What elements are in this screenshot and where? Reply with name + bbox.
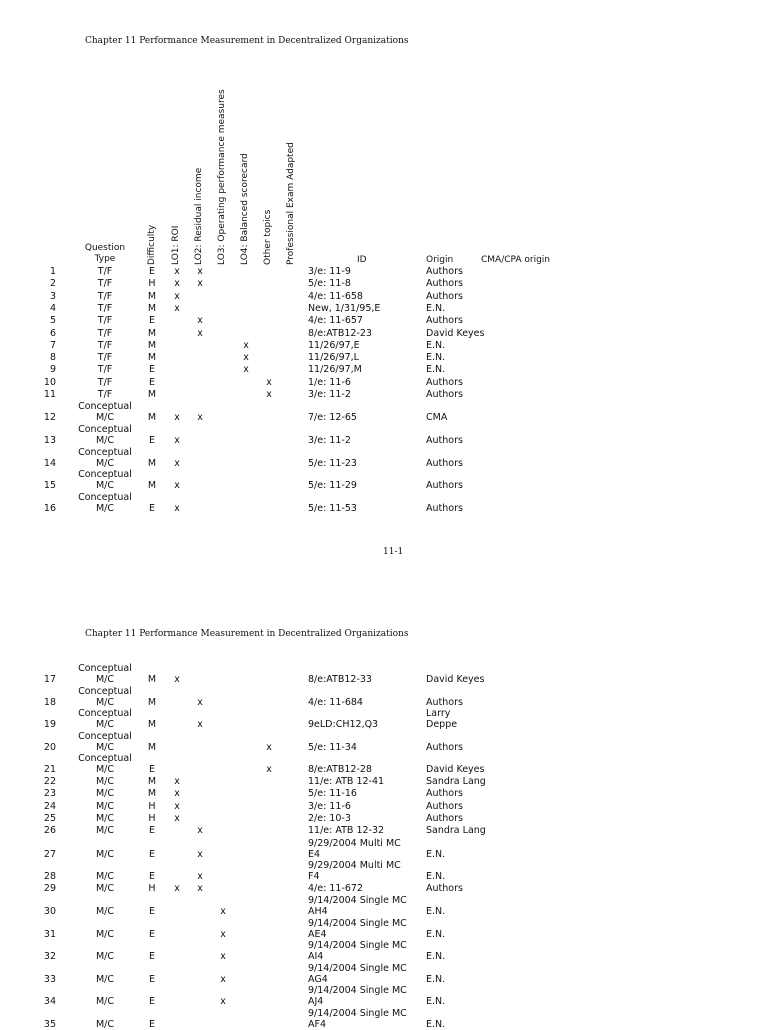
question-number: 28 bbox=[43, 871, 56, 883]
origin: Authors bbox=[426, 290, 463, 302]
header-cma: CMA/CPA origin bbox=[481, 255, 551, 265]
learning-objective-mark: x bbox=[197, 266, 203, 277]
question-number: 32 bbox=[43, 951, 56, 963]
question-number: 7 bbox=[49, 339, 56, 351]
question-id: 4/e: 11-657 bbox=[308, 315, 363, 327]
origin: E.N. bbox=[426, 339, 446, 351]
learning-objective-mark: x bbox=[220, 951, 226, 963]
question-number: 26 bbox=[43, 825, 56, 837]
learning-objective-mark: x bbox=[243, 339, 249, 351]
difficulty: E bbox=[148, 973, 155, 985]
learning-objective-mark: x bbox=[174, 290, 180, 302]
question-number: 3 bbox=[49, 290, 56, 302]
origin: E.N. bbox=[426, 364, 446, 376]
header-id: ID bbox=[357, 255, 367, 265]
question-type-prefix: Conceptual bbox=[78, 446, 132, 458]
difficulty: E bbox=[148, 951, 155, 963]
origin: David Keyes bbox=[426, 327, 485, 339]
question-id: AF4 bbox=[308, 1019, 327, 1030]
question-type: M/C bbox=[95, 848, 115, 860]
question-number: 27 bbox=[43, 848, 56, 860]
question-number: 4 bbox=[49, 302, 56, 314]
question-type: M/C bbox=[95, 871, 115, 883]
origin: Authors bbox=[426, 882, 463, 894]
difficulty: M bbox=[147, 352, 157, 364]
origin: E.N. bbox=[426, 996, 446, 1008]
header-lo3: LO3: Operating performance measures bbox=[217, 89, 227, 265]
question-type-prefix: Conceptual bbox=[78, 491, 132, 503]
header-lo4: LO4: Balanced scorecard bbox=[240, 153, 250, 265]
question-number: 14 bbox=[43, 457, 56, 469]
question-id-prefix: 9/14/2004 Single MC bbox=[308, 1008, 407, 1019]
question-type: M/C bbox=[95, 812, 115, 824]
question-type-prefix: Conceptual bbox=[78, 685, 132, 697]
question-number: 35 bbox=[43, 1019, 56, 1030]
question-type: M/C bbox=[95, 696, 115, 708]
origin-prefix: Larry bbox=[426, 708, 451, 720]
learning-objective-mark: x bbox=[220, 928, 226, 940]
learning-objective-mark: x bbox=[197, 315, 203, 327]
question-type-prefix: Conceptual bbox=[78, 753, 132, 765]
difficulty: M bbox=[147, 339, 157, 351]
question-number: 30 bbox=[43, 906, 56, 917]
question-type: M/C bbox=[95, 674, 115, 685]
learning-objective-mark: x bbox=[266, 389, 272, 400]
header-difficulty: Difficulty bbox=[147, 224, 157, 265]
question-type: M/C bbox=[95, 502, 115, 514]
question-number: 2 bbox=[49, 278, 56, 290]
question-type-prefix: Conceptual bbox=[78, 469, 132, 481]
origin: CMA bbox=[426, 412, 448, 424]
question-id: AE4 bbox=[308, 928, 327, 940]
question-number: 9 bbox=[49, 364, 56, 376]
difficulty: H bbox=[148, 800, 156, 812]
question-id-prefix: 9/14/2004 Single MC bbox=[308, 940, 407, 952]
origin: Authors bbox=[426, 315, 463, 327]
question-id: AJ4 bbox=[308, 996, 324, 1008]
question-type: T/F bbox=[97, 327, 113, 339]
question-number: 20 bbox=[43, 741, 56, 753]
question-type: M/C bbox=[95, 973, 115, 985]
header-origin: Origin bbox=[426, 255, 454, 265]
origin: E.N. bbox=[426, 951, 446, 963]
origin: Authors bbox=[426, 696, 463, 708]
difficulty: E bbox=[148, 502, 155, 514]
question-type: M/C bbox=[95, 764, 115, 776]
question-id: 11/26/97,M bbox=[308, 364, 362, 376]
difficulty: M bbox=[147, 302, 157, 314]
question-type: M/C bbox=[95, 719, 115, 731]
question-id: AG4 bbox=[308, 973, 328, 985]
learning-objective-mark: x bbox=[174, 800, 180, 812]
question-id: 5/e: 11-34 bbox=[308, 741, 357, 753]
learning-objective-mark: x bbox=[174, 812, 180, 824]
origin: Authors bbox=[426, 266, 463, 277]
question-type: M/C bbox=[95, 882, 115, 894]
difficulty: E bbox=[148, 376, 155, 388]
question-id: 3/e: 11-6 bbox=[308, 800, 351, 812]
question-number: 21 bbox=[43, 764, 56, 776]
difficulty: E bbox=[148, 825, 155, 837]
difficulty: H bbox=[148, 812, 156, 824]
question-id: 5/e: 11-53 bbox=[308, 502, 357, 514]
difficulty: E bbox=[148, 434, 155, 446]
origin: David Keyes bbox=[426, 764, 485, 776]
difficulty: E bbox=[148, 848, 155, 860]
question-number: 29 bbox=[43, 882, 56, 894]
origin: E.N. bbox=[426, 973, 446, 985]
question-number: 6 bbox=[49, 327, 56, 339]
question-number: 31 bbox=[43, 928, 56, 940]
question-type: T/F bbox=[97, 266, 113, 277]
difficulty: E bbox=[148, 266, 155, 277]
question-id: 3/e: 11-2 bbox=[308, 434, 351, 446]
question-id: AH4 bbox=[308, 906, 328, 917]
origin: E.N. bbox=[426, 302, 446, 314]
origin: E.N. bbox=[426, 848, 446, 860]
origin: Authors bbox=[426, 741, 463, 753]
difficulty: M bbox=[147, 480, 157, 492]
header-type: Type bbox=[94, 254, 116, 264]
origin: Deppe bbox=[426, 719, 458, 731]
difficulty: M bbox=[147, 776, 157, 787]
question-type-prefix: Conceptual bbox=[78, 730, 132, 742]
question-id: 5/e: 11-23 bbox=[308, 457, 357, 469]
question-type: M/C bbox=[95, 741, 115, 753]
learning-objective-mark: x bbox=[174, 266, 180, 277]
learning-objective-mark: x bbox=[174, 412, 180, 424]
origin: Authors bbox=[426, 376, 463, 388]
question-number: 10 bbox=[43, 376, 56, 388]
difficulty: E bbox=[148, 871, 155, 883]
header-lo1: LO1: ROI bbox=[171, 225, 181, 265]
question-id-prefix: 9/29/2004 Multi MC bbox=[308, 837, 401, 849]
origin: Authors bbox=[426, 812, 463, 824]
difficulty: M bbox=[147, 389, 157, 400]
learning-objective-mark: x bbox=[174, 434, 180, 446]
question-type: T/F bbox=[97, 339, 113, 351]
question-id: 5/e: 11-8 bbox=[308, 278, 351, 290]
question-number: 18 bbox=[43, 696, 56, 708]
origin: Authors bbox=[426, 480, 463, 492]
learning-objective-mark: x bbox=[174, 776, 180, 787]
question-type: T/F bbox=[97, 290, 113, 302]
origin: Authors bbox=[426, 278, 463, 290]
difficulty: M bbox=[147, 741, 157, 753]
question-number: 33 bbox=[43, 973, 56, 985]
difficulty: E bbox=[148, 1019, 155, 1030]
difficulty: M bbox=[147, 457, 157, 469]
difficulty: M bbox=[147, 674, 157, 685]
origin: E.N. bbox=[426, 352, 446, 364]
question-type: M/C bbox=[95, 928, 115, 940]
difficulty: E bbox=[148, 315, 155, 327]
learning-objective-mark: x bbox=[197, 848, 203, 860]
origin: E.N. bbox=[426, 871, 446, 883]
difficulty: H bbox=[148, 882, 156, 894]
question-number: 24 bbox=[43, 800, 56, 812]
question-id: New, 1/31/95,E bbox=[308, 302, 381, 314]
page-number: 11-1 bbox=[383, 547, 404, 557]
question-type: M/C bbox=[95, 434, 115, 446]
question-type: M/C bbox=[95, 906, 115, 917]
question-type: T/F bbox=[97, 302, 113, 314]
question-id: AI4 bbox=[308, 951, 324, 963]
learning-objective-mark: x bbox=[174, 882, 180, 894]
origin: Authors bbox=[426, 457, 463, 469]
origin: E.N. bbox=[426, 928, 446, 940]
difficulty: E bbox=[148, 906, 155, 917]
difficulty: M bbox=[147, 788, 157, 800]
question-type-prefix: Conceptual bbox=[78, 401, 132, 413]
learning-objective-mark: x bbox=[266, 376, 272, 388]
question-number: 8 bbox=[49, 352, 56, 364]
question-id-prefix: 9/14/2004 Single MC bbox=[308, 895, 407, 906]
question-type: T/F bbox=[97, 364, 113, 376]
question-type: T/F bbox=[97, 389, 113, 400]
question-type: M/C bbox=[95, 800, 115, 812]
header-professional: Professional Exam Adapted bbox=[286, 142, 296, 265]
question-id-prefix: 9/14/2004 Single MC bbox=[308, 962, 407, 974]
difficulty: M bbox=[147, 719, 157, 731]
learning-objective-mark: x bbox=[174, 480, 180, 492]
question-type: M/C bbox=[95, 788, 115, 800]
learning-objective-mark: x bbox=[266, 764, 272, 776]
question-id: 3/e: 11-9 bbox=[308, 266, 351, 277]
question-type: T/F bbox=[97, 278, 113, 290]
learning-objective-mark: x bbox=[174, 302, 180, 314]
question-type: T/F bbox=[97, 352, 113, 364]
question-number: 1 bbox=[49, 266, 56, 277]
origin: E.N. bbox=[426, 906, 446, 917]
difficulty: H bbox=[148, 278, 156, 290]
question-number: 25 bbox=[43, 812, 56, 824]
origin: Authors bbox=[426, 389, 463, 400]
question-id: E4 bbox=[308, 848, 321, 860]
question-type-prefix: Conceptual bbox=[78, 708, 132, 720]
question-number: 22 bbox=[43, 776, 56, 787]
question-number: 16 bbox=[43, 502, 56, 514]
origin: E.N. bbox=[426, 1019, 446, 1030]
question-type: T/F bbox=[97, 376, 113, 388]
question-id: 4/e: 11-684 bbox=[308, 696, 363, 708]
question-id: 3/e: 11-2 bbox=[308, 389, 351, 400]
question-id: 4/e: 11-658 bbox=[308, 290, 363, 302]
learning-objective-mark: x bbox=[174, 278, 180, 290]
page-title: Chapter 11 Performance Measurement in Decentralized Organizations bbox=[85, 36, 409, 46]
question-id: 5/e: 11-29 bbox=[308, 480, 357, 492]
page-title-2: Chapter 11 Performance Measurement in Decentralized Organizations bbox=[85, 629, 409, 639]
difficulty: M bbox=[147, 412, 157, 424]
question-type: M/C bbox=[95, 457, 115, 469]
difficulty: M bbox=[147, 290, 157, 302]
learning-objective-mark: x bbox=[197, 719, 203, 731]
origin: Sandra Lang bbox=[426, 825, 486, 837]
origin: David Keyes bbox=[426, 674, 485, 685]
origin: Authors bbox=[426, 800, 463, 812]
question-number: 23 bbox=[43, 788, 56, 800]
question-id: 8/e:ATB12-28 bbox=[308, 764, 372, 776]
question-id: 11/26/97,L bbox=[308, 352, 359, 364]
question-id: 9eLD:CH12,Q3 bbox=[308, 719, 379, 731]
learning-objective-mark: x bbox=[197, 825, 203, 837]
question-number: 5 bbox=[49, 315, 56, 327]
difficulty: M bbox=[147, 327, 157, 339]
learning-objective-mark: x bbox=[174, 502, 180, 514]
difficulty: E bbox=[148, 364, 155, 376]
learning-objective-mark: x bbox=[197, 696, 203, 708]
question-id: 11/26/97,E bbox=[308, 339, 360, 351]
question-number: 12 bbox=[43, 412, 56, 424]
question-type: M/C bbox=[95, 776, 115, 787]
question-id: 8/e:ATB12-23 bbox=[308, 327, 372, 339]
learning-objective-mark: x bbox=[197, 412, 203, 424]
origin: Authors bbox=[426, 434, 463, 446]
learning-objective-mark: x bbox=[220, 973, 226, 985]
question-id: 7/e: 12-65 bbox=[308, 412, 357, 424]
question-type: M/C bbox=[95, 996, 115, 1008]
difficulty: E bbox=[148, 996, 155, 1008]
question-id-prefix: 9/29/2004 Multi MC bbox=[308, 860, 401, 872]
question-number: 13 bbox=[43, 434, 56, 446]
question-type-prefix: Conceptual bbox=[78, 423, 132, 435]
origin: Sandra Lang bbox=[426, 776, 486, 787]
origin: Authors bbox=[426, 502, 463, 514]
question-type-prefix: Conceptual bbox=[78, 663, 132, 674]
question-id-prefix: 9/14/2004 Single MC bbox=[308, 917, 407, 929]
origin: Authors bbox=[426, 788, 463, 800]
question-number: 19 bbox=[43, 719, 56, 731]
question-number: 11 bbox=[43, 389, 56, 400]
question-type: M/C bbox=[95, 480, 115, 492]
learning-objective-mark: x bbox=[220, 906, 226, 917]
question-type: T/F bbox=[97, 315, 113, 327]
question-number: 34 bbox=[43, 996, 56, 1008]
question-id: 8/e:ATB12-33 bbox=[308, 674, 372, 685]
learning-objective-mark: x bbox=[197, 871, 203, 883]
header-question: Question bbox=[84, 243, 126, 253]
difficulty: M bbox=[147, 696, 157, 708]
difficulty: E bbox=[148, 764, 155, 776]
learning-objective-mark: x bbox=[174, 788, 180, 800]
question-type: M/C bbox=[95, 1019, 115, 1030]
question-id: 11/e: ATB 12-41 bbox=[308, 776, 385, 787]
difficulty: E bbox=[148, 928, 155, 940]
question-id: 4/e: 11-672 bbox=[308, 882, 363, 894]
question-id: F4 bbox=[308, 871, 320, 883]
header-other: Other topics bbox=[263, 209, 273, 265]
learning-objective-mark: x bbox=[243, 352, 249, 364]
question-id: 5/e: 11-16 bbox=[308, 788, 357, 800]
learning-objective-mark: x bbox=[197, 327, 203, 339]
question-type: M/C bbox=[95, 825, 115, 837]
header-lo2: LO2: Residual income bbox=[194, 167, 204, 265]
question-id: 11/e: ATB 12-32 bbox=[308, 825, 385, 837]
question-number: 15 bbox=[43, 480, 56, 492]
question-type: M/C bbox=[95, 412, 115, 424]
question-id: 1/e: 11-6 bbox=[308, 376, 351, 388]
learning-objective-mark: x bbox=[197, 882, 203, 894]
learning-objective-mark: x bbox=[174, 674, 180, 685]
learning-objective-mark: x bbox=[266, 741, 272, 753]
question-type: M/C bbox=[95, 951, 115, 963]
learning-objective-mark: x bbox=[174, 457, 180, 469]
question-id: 2/e: 10-3 bbox=[308, 812, 351, 824]
learning-objective-mark: x bbox=[220, 996, 226, 1008]
learning-objective-mark: x bbox=[197, 278, 203, 290]
learning-objective-mark: x bbox=[243, 364, 249, 376]
question-number: 17 bbox=[43, 674, 56, 685]
question-id-prefix: 9/14/2004 Single MC bbox=[308, 985, 407, 997]
